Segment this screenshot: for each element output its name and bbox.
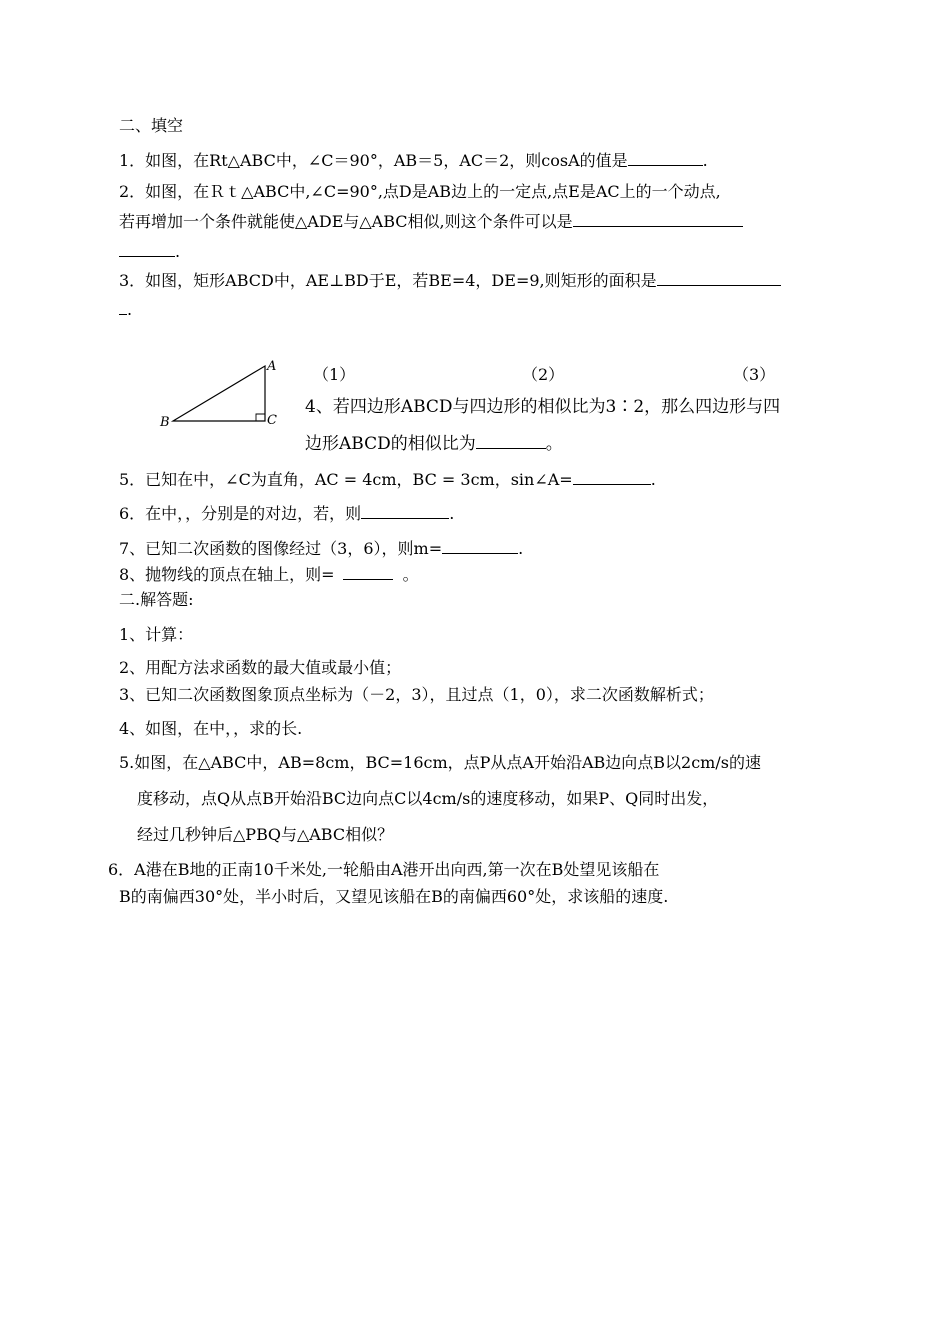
solve-question-4: 4、如图，在中，，求的长. — [119, 719, 303, 738]
vertex-b-label: B — [160, 415, 170, 430]
question-1 — [119, 150, 708, 171]
answer-blank — [573, 211, 743, 227]
question-3-text: 3．如图，矩形ABCD中，AE⊥BD于E，若BE=4，DE=9,则矩形的面积是 — [119, 271, 657, 290]
question-5 — [119, 469, 656, 490]
solve-question-1: 1、计算： — [119, 625, 194, 644]
question-4-text: 边形ABCD的相似比为 — [305, 434, 476, 454]
question-1-end: . — [702, 151, 708, 170]
question-4-line-1: 4、若四边形ABCD与四边形的相似比为3∶2，那么四边形与四 — [305, 397, 781, 417]
right-angle-mark — [256, 414, 265, 421]
right-triangle-figure — [155, 358, 285, 430]
answer-blank — [657, 270, 781, 286]
answer-blank — [628, 150, 703, 166]
question-3-end: . — [127, 300, 133, 319]
question-5-text: 5．已知在中，∠C为直角，AC = 4cm，BC = 3cm，sin∠A= — [119, 470, 573, 489]
question-8-text: 8、抛物线的顶点在轴上，则= — [119, 565, 335, 584]
question-4-end: 。 — [545, 434, 563, 454]
question-1-text: 1．如图，在Rt△ABC中，∠C＝90°，AB＝5，AC＝2，则cosA的值是 — [119, 151, 628, 170]
question-7-end: . — [518, 539, 524, 558]
question-2-end: . — [175, 242, 181, 261]
question-3-line-1 — [119, 270, 781, 291]
solve-question-5-line-2: 度移动，点Q从点B开始沿BC边向点C以4cm/s的速度移动，如果P、Q同时出发， — [137, 789, 719, 808]
answer-blank — [119, 299, 127, 315]
question-6-text: 6．在中，，分别是的对边，若，则 — [119, 504, 362, 523]
question-8-end: 。 — [402, 565, 419, 584]
question-5-end: . — [650, 470, 656, 489]
solve-question-5-line-1: 5.如图，在△ABC中，AB=8cm，BC=16cm，点P从点A开始沿AB边向点B以2cm/s的速 — [119, 753, 761, 772]
figure-number-1: （1） — [313, 365, 356, 384]
question-6 — [119, 503, 454, 524]
question-6-end: . — [449, 504, 455, 523]
question-2-line-3 — [119, 241, 180, 262]
question-3-line-2 — [119, 299, 132, 320]
question-8 — [119, 564, 419, 585]
solve-question-3: 3、已知二次函数图象顶点坐标为（－2，3），且过点（1，0），求二次函数解析式； — [119, 685, 714, 704]
section-heading-fill-in: 二、填空 — [119, 116, 184, 135]
solve-question-6-line-1: 6．A港在B地的正南10千米处,一轮船由A港开出向西,第一次在B处望见该船在 — [108, 860, 660, 879]
question-2-line-2 — [119, 211, 743, 232]
question-7-text: 7、已知二次函数的图像经过（3，6），则m= — [119, 539, 443, 558]
vertex-a-label: A — [267, 359, 277, 374]
answer-blank — [119, 241, 175, 257]
solve-question-5-line-3: 经过几秒钟后△PBQ与△ABC相似？ — [137, 825, 394, 844]
answer-blank — [442, 538, 518, 554]
vertex-c-label: C — [267, 413, 277, 428]
answer-blank — [361, 503, 449, 519]
solve-question-6-line-2: B的南偏西30°处，半小时后，又望见该船在B的南偏西60°处，求该船的速度. — [119, 887, 669, 906]
answer-blank — [573, 469, 651, 485]
answer-blank — [476, 433, 546, 449]
question-7 — [119, 538, 523, 559]
figure-number-2: （2） — [522, 365, 565, 384]
solve-question-2: 2、用配方法求函数的最大值或最小值； — [119, 658, 402, 677]
question-2-line-1: 2．如图，在Ｒｔ△ABC中,∠C=90°,点D是AB边上的一定点,点E是AC上的一个动点, — [119, 182, 721, 201]
section-heading-solve: 二.解答题: — [119, 590, 194, 609]
question-2-text: 若再增加一个条件就能使△ADE与△ABC相似,则这个条件可以是 — [119, 212, 573, 231]
answer-blank — [343, 564, 393, 580]
question-4-line-2 — [305, 433, 563, 454]
triangle-abc — [173, 366, 265, 421]
figure-number-3: （3） — [733, 365, 776, 384]
